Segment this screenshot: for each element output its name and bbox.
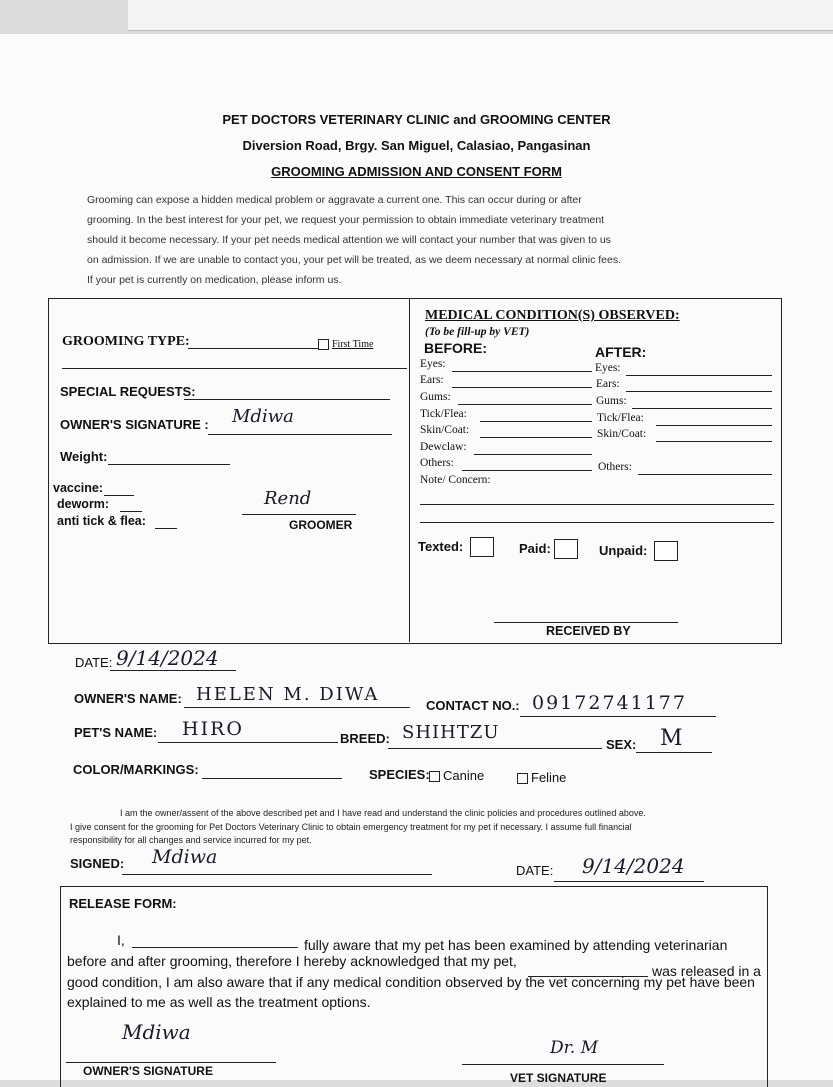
- after-skincoat-label: Skin/Coat:: [597, 428, 647, 440]
- owner-name-value: HELEN M. DIWA: [196, 684, 380, 705]
- before-gums-field[interactable]: [458, 404, 592, 405]
- vet-signature-field[interactable]: [462, 1064, 664, 1065]
- groomer-field[interactable]: [242, 514, 356, 515]
- after-others-label: Others:: [598, 461, 632, 473]
- pet-name-field[interactable]: [158, 742, 338, 743]
- after-eyes-field[interactable]: [626, 375, 772, 376]
- grooming-type-extra-line[interactable]: [62, 368, 407, 369]
- sex-value: M: [660, 726, 683, 751]
- intro-line: on admission. If we are unable to contact you, your pet will be treated, as we deem necessary at normal clinic fees.: [87, 254, 622, 266]
- before-label: BEFORE:: [424, 340, 487, 356]
- deworm-field[interactable]: [120, 511, 142, 512]
- date-value: 9/14/2024: [116, 646, 219, 670]
- contact-label: CONTACT NO.:: [426, 698, 520, 713]
- species-feline-option[interactable]: [517, 770, 566, 785]
- release-line-2a: before and after grooming, therefore I hereby acknowledged that my pet,: [67, 953, 517, 969]
- first-time-checkbox[interactable]: [318, 339, 329, 350]
- pet-name-value: HIRO: [182, 718, 244, 740]
- owner-signature-field[interactable]: [208, 434, 392, 435]
- groomer-label: GROOMER: [289, 518, 353, 532]
- intro-line: should it become necessary. If your pet needs medical attention we will contact your number that was given to us: [87, 234, 611, 246]
- before-ears-field[interactable]: [452, 387, 592, 388]
- after-ears-field[interactable]: [626, 391, 772, 392]
- signed-date-value: 9/14/2024: [582, 854, 685, 878]
- consent-line-2: I give consent for the grooming for Pet Doctors Veterinary Clinic to obtain emergency treatment for my pet if necessary. I assume full financial: [70, 822, 632, 832]
- after-ears-label: Ears:: [596, 378, 620, 390]
- feline-label: Feline: [531, 770, 567, 785]
- special-requests-field[interactable]: [184, 399, 390, 400]
- before-tickflea-label: Tick/Flea:: [420, 408, 467, 420]
- before-skincoat-field[interactable]: [480, 437, 592, 438]
- breed-label: BREED:: [340, 731, 390, 746]
- feline-checkbox[interactable]: [517, 773, 528, 784]
- after-eyes-label: Eyes:: [595, 362, 621, 374]
- intro-line: grooming. In the best interest for your pet, we request your permission to obtain immediate veterinary treatment: [87, 214, 605, 226]
- date-label: DATE:: [75, 655, 113, 670]
- unpaid-checkbox[interactable]: [654, 541, 678, 561]
- first-time-option[interactable]: [318, 339, 373, 350]
- groomer-signature: Rend: [264, 488, 312, 509]
- deworm-label: deworm:: [57, 497, 110, 511]
- after-others-field[interactable]: [638, 474, 772, 475]
- release-form-title: RELEASE FORM:: [69, 896, 177, 911]
- grooming-type-label: GROOMING TYPE:: [62, 334, 190, 349]
- form-title: GROOMING ADMISSION AND CONSENT FORM: [271, 164, 562, 179]
- before-gums-label: Gums:: [420, 391, 451, 403]
- received-by-label: RECEIVED BY: [546, 624, 631, 638]
- signed-date-field[interactable]: [554, 881, 704, 882]
- before-others-field[interactable]: [462, 470, 592, 471]
- vaccine-label: vaccine:: [53, 481, 104, 495]
- breed-field[interactable]: [388, 748, 602, 749]
- after-skincoat-field[interactable]: [656, 441, 772, 442]
- before-eyes-field[interactable]: [452, 371, 592, 372]
- vet-note: (To be fill-up by VET): [425, 326, 530, 338]
- after-gums-label: Gums:: [596, 395, 627, 407]
- intro-line: Grooming can expose a hidden medical problem or aggravate a current one. This can occur during or after: [87, 194, 582, 206]
- medical-condition-title: MEDICAL CONDITION(S) OBSERVED:: [425, 308, 680, 323]
- intro-paragraph: [87, 190, 737, 290]
- texted-label: Texted:: [418, 539, 464, 554]
- owner-signature-label: OWNER'S SIGNATURE :: [60, 417, 209, 432]
- consent-line-3: responsibility for all changes and service incurred for my pet.: [70, 835, 312, 845]
- paid-checkbox[interactable]: [554, 539, 578, 559]
- owner-name-label: OWNER'S NAME:: [74, 691, 182, 706]
- owner-signature: Mdiwa: [232, 406, 294, 427]
- weight-label: Weight:: [60, 449, 108, 464]
- received-by-field[interactable]: [494, 622, 678, 623]
- before-ears-label: Ears:: [420, 374, 444, 386]
- release-owner-signature-field[interactable]: [66, 1062, 276, 1063]
- before-others-label: Others:: [420, 457, 454, 469]
- release-line-1: fully aware that my pet has been examined by attending veterinarian: [304, 937, 728, 953]
- antitick-label: anti tick & flea:: [57, 514, 146, 528]
- consent-line-1: I am the owner/assent of the above described pet and I have read and understand the clinic policies and procedures outlined above.: [120, 808, 646, 818]
- clinic-name: PET DOCTORS VETERINARY CLINIC and GROOMING CENTER: [222, 112, 611, 127]
- color-markings-field[interactable]: [202, 778, 342, 779]
- before-skincoat-label: Skin/Coat:: [420, 424, 470, 436]
- species-label: SPECIES:: [369, 767, 430, 782]
- vaccine-field[interactable]: [104, 495, 134, 496]
- date-field[interactable]: [110, 670, 236, 671]
- special-requests-label: SPECIAL REQUESTS:: [60, 384, 196, 399]
- before-tickflea-field[interactable]: [480, 421, 592, 422]
- breed-value: SHIHTZU: [402, 722, 500, 743]
- signed-label: SIGNED:: [70, 856, 125, 871]
- owner-name-field[interactable]: [184, 707, 410, 708]
- note-line-1[interactable]: [420, 504, 774, 505]
- form-page: [0, 34, 833, 1085]
- clinic-address: Diversion Road, Brgy. San Miguel, Calasiao, Pangasinan: [242, 138, 591, 153]
- after-gums-field[interactable]: [632, 408, 772, 409]
- intro-line: If your pet is currently on medication, please inform us.: [87, 274, 342, 286]
- sex-field[interactable]: [636, 752, 712, 753]
- unpaid-label: Unpaid:: [599, 543, 648, 558]
- after-tickflea-field[interactable]: [656, 425, 772, 426]
- pet-name-label: PET'S NAME:: [74, 725, 158, 740]
- release-line-3: good condition, I am also aware that if any medical condition observed by the vet concerning my pet have been: [67, 974, 755, 990]
- first-time-label: First Time: [332, 339, 374, 350]
- paid-label: Paid:: [519, 541, 551, 556]
- before-dewclaw-field[interactable]: [474, 454, 592, 455]
- signed-date-label: DATE:: [516, 863, 554, 878]
- release-i-label: I,: [117, 932, 125, 948]
- vet-signature: Dr. M: [550, 1038, 599, 1058]
- back-sheet: [128, 0, 833, 31]
- canine-checkbox[interactable]: [429, 771, 440, 782]
- before-dewclaw-label: Dewclaw:: [420, 441, 467, 453]
- signed-field[interactable]: [122, 874, 432, 875]
- release-owner-signature-label: OWNER'S SIGNATURE: [83, 1064, 213, 1078]
- contact-value: 09172741177: [532, 692, 687, 714]
- contact-field[interactable]: [520, 716, 716, 717]
- sex-label: SEX:: [606, 737, 637, 752]
- color-markings-label: COLOR/MARKINGS:: [73, 762, 199, 777]
- after-tickflea-label: Tick/Flea:: [597, 412, 644, 424]
- canine-label: Canine: [443, 768, 485, 783]
- table-divider: [409, 298, 410, 642]
- signed-signature: Mdiwa: [152, 846, 218, 868]
- note-concern-label: Note/ Concern:: [420, 474, 491, 486]
- vet-signature-label: VET SIGNATURE: [510, 1071, 607, 1085]
- note-line-2[interactable]: [420, 522, 774, 523]
- before-eyes-label: Eyes:: [420, 358, 446, 370]
- release-owner-signature: Mdiwa: [122, 1020, 191, 1044]
- release-name-field[interactable]: [132, 947, 298, 948]
- after-label: AFTER:: [595, 344, 647, 360]
- release-line-4: explained to me as well as the treatment options.: [67, 994, 371, 1010]
- antitick-field[interactable]: [155, 528, 177, 529]
- species-canine-option[interactable]: [429, 768, 484, 783]
- weight-field[interactable]: [108, 464, 230, 465]
- grooming-type-field[interactable]: [188, 348, 318, 349]
- release-line-2b: was released in a: [652, 963, 761, 979]
- texted-checkbox[interactable]: [470, 537, 494, 557]
